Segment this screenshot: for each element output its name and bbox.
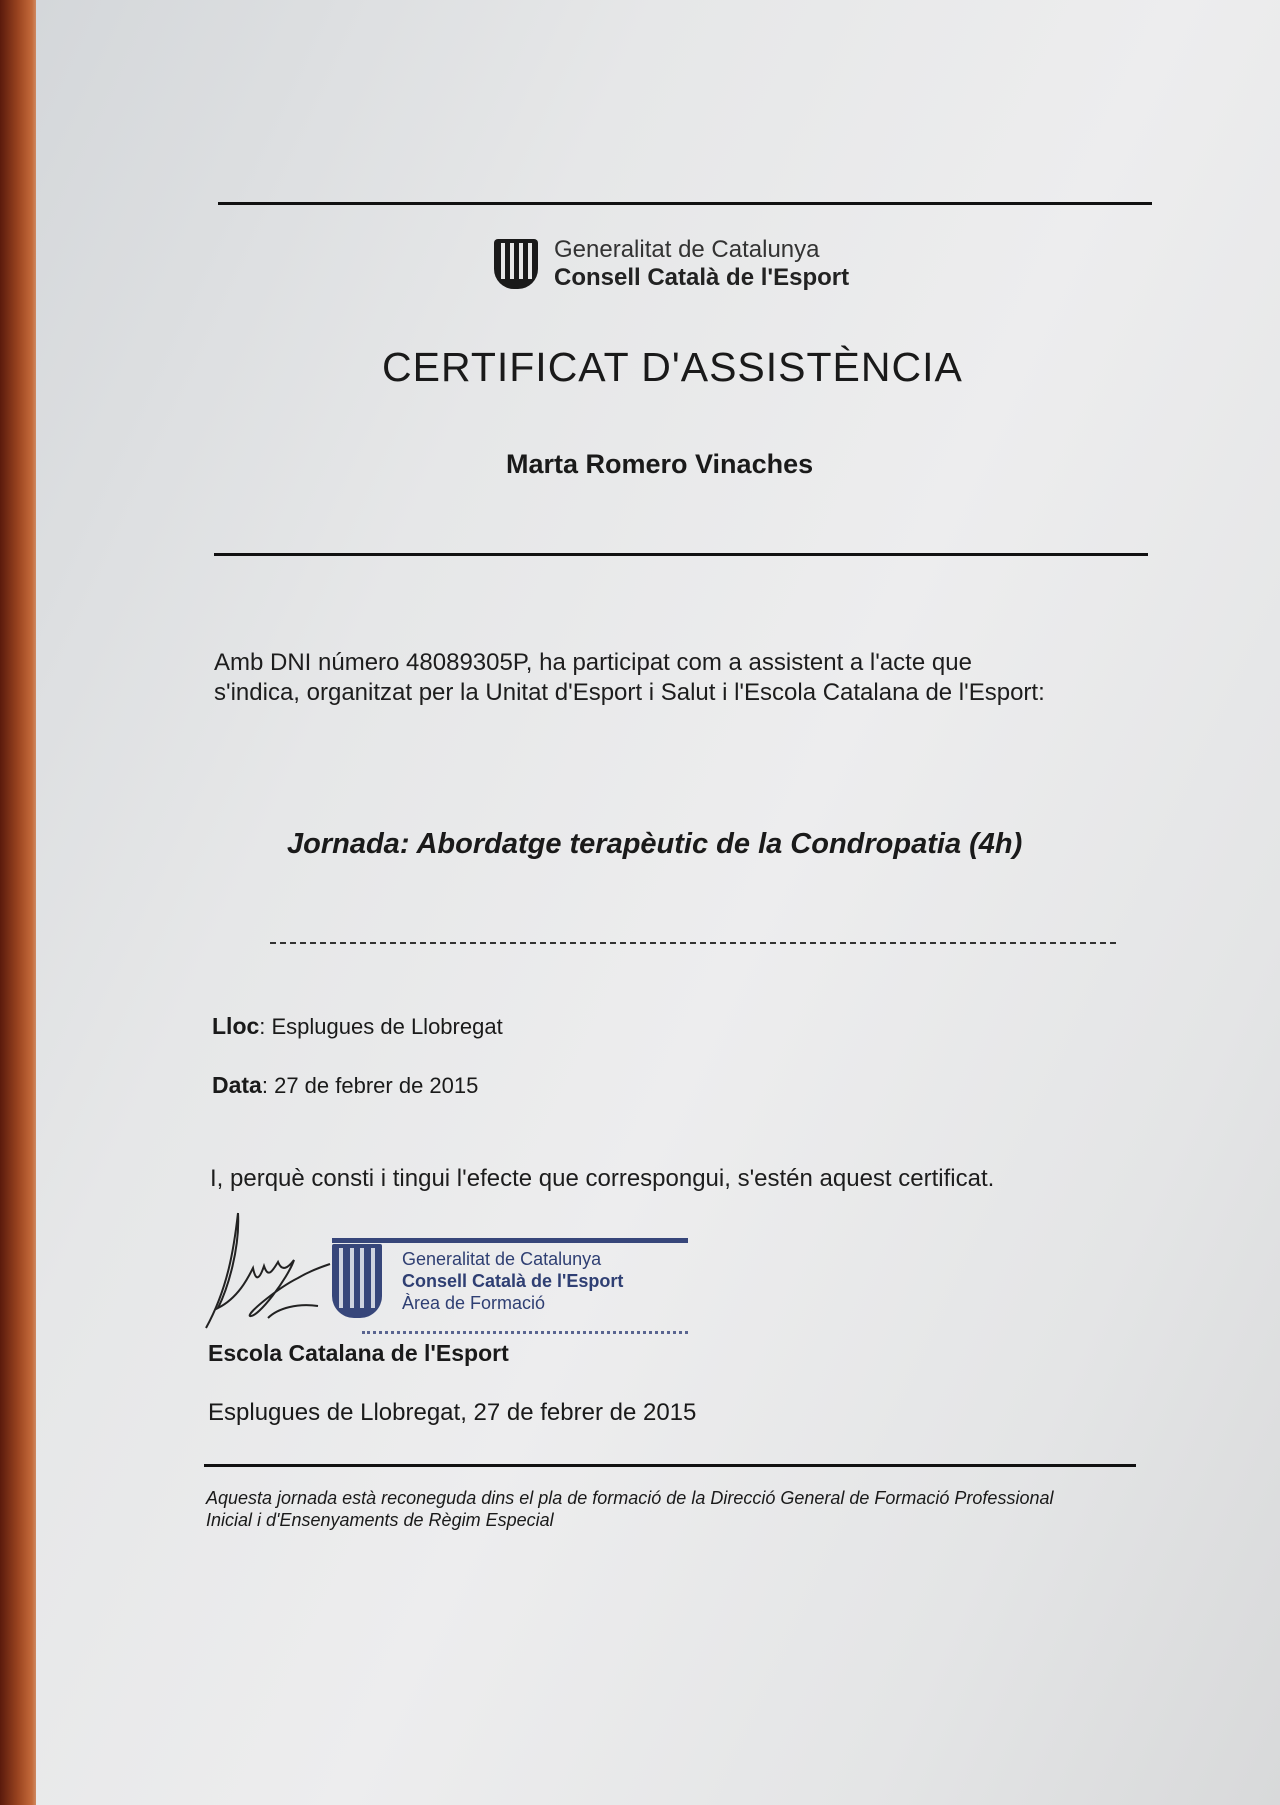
body-paragraph [214, 648, 1174, 708]
place-field [212, 1013, 503, 1040]
stamp-line-2: Consell Català de l'Esport [402, 1271, 624, 1291]
recipient-name: Marta Romero Vinaches [506, 449, 814, 479]
event-dashed-rule [270, 942, 1116, 944]
date-field [212, 1072, 478, 1099]
place-value: : Esplugues de Llobregat [259, 1014, 503, 1039]
official-stamp [332, 1238, 688, 1338]
event-title: Jornada: Abordatge terapèutic de la Condropatia (4h) [287, 828, 1023, 860]
footer-note [206, 1487, 1166, 1531]
date-value: : 27 de febrer de 2015 [261, 1073, 479, 1098]
footer-line-1: Aquesta jornada està reconeguda dins el pla de formació de la Direcció General de Formació Professional [206, 1488, 1054, 1508]
stamp-line-3: Àrea de Formació [402, 1293, 546, 1313]
certificate-title: CERTIFICAT D'ASSISTÈNCIA [382, 344, 963, 390]
background-edge [0, 0, 40, 1805]
logo-line-2: Consell Català de l'Esport [554, 263, 850, 291]
date-label: Data [212, 1072, 262, 1098]
name-rule [214, 553, 1148, 556]
footer-line-2: Inicial i d'Ensenyaments de Règim Especial [206, 1510, 554, 1530]
top-rule [218, 202, 1152, 205]
stamp-bottom-bar [362, 1331, 688, 1337]
handwritten-signature [198, 1208, 348, 1338]
catalan-shield-icon [494, 239, 538, 289]
closing-statement: I, perquè consti i tingui l'efecte que correspongui, s'estén aquest certificat. [210, 1165, 995, 1192]
body-line-1: Amb DNI número 48089305P, ha participat com a assistent a l'acte que [214, 649, 972, 676]
signer-name: Escola Catalana de l'Esport [208, 1340, 509, 1366]
place-label: Lloc [212, 1013, 260, 1039]
body-line-2: s'indica, organitzat per la Unitat d'Esport i Salut i l'Escola Catalana de l'Esport: [214, 679, 1045, 706]
stamp-top-bar [332, 1238, 688, 1243]
sign-place-date: Esplugues de Llobregat, 27 de febrer de 2015 [208, 1399, 697, 1426]
logo-line-1: Generalitat de Catalunya [554, 236, 820, 263]
bottom-rule [204, 1464, 1136, 1467]
stamp-line-1: Generalitat de Catalunya [402, 1249, 602, 1269]
generalitat-logo [494, 236, 849, 291]
